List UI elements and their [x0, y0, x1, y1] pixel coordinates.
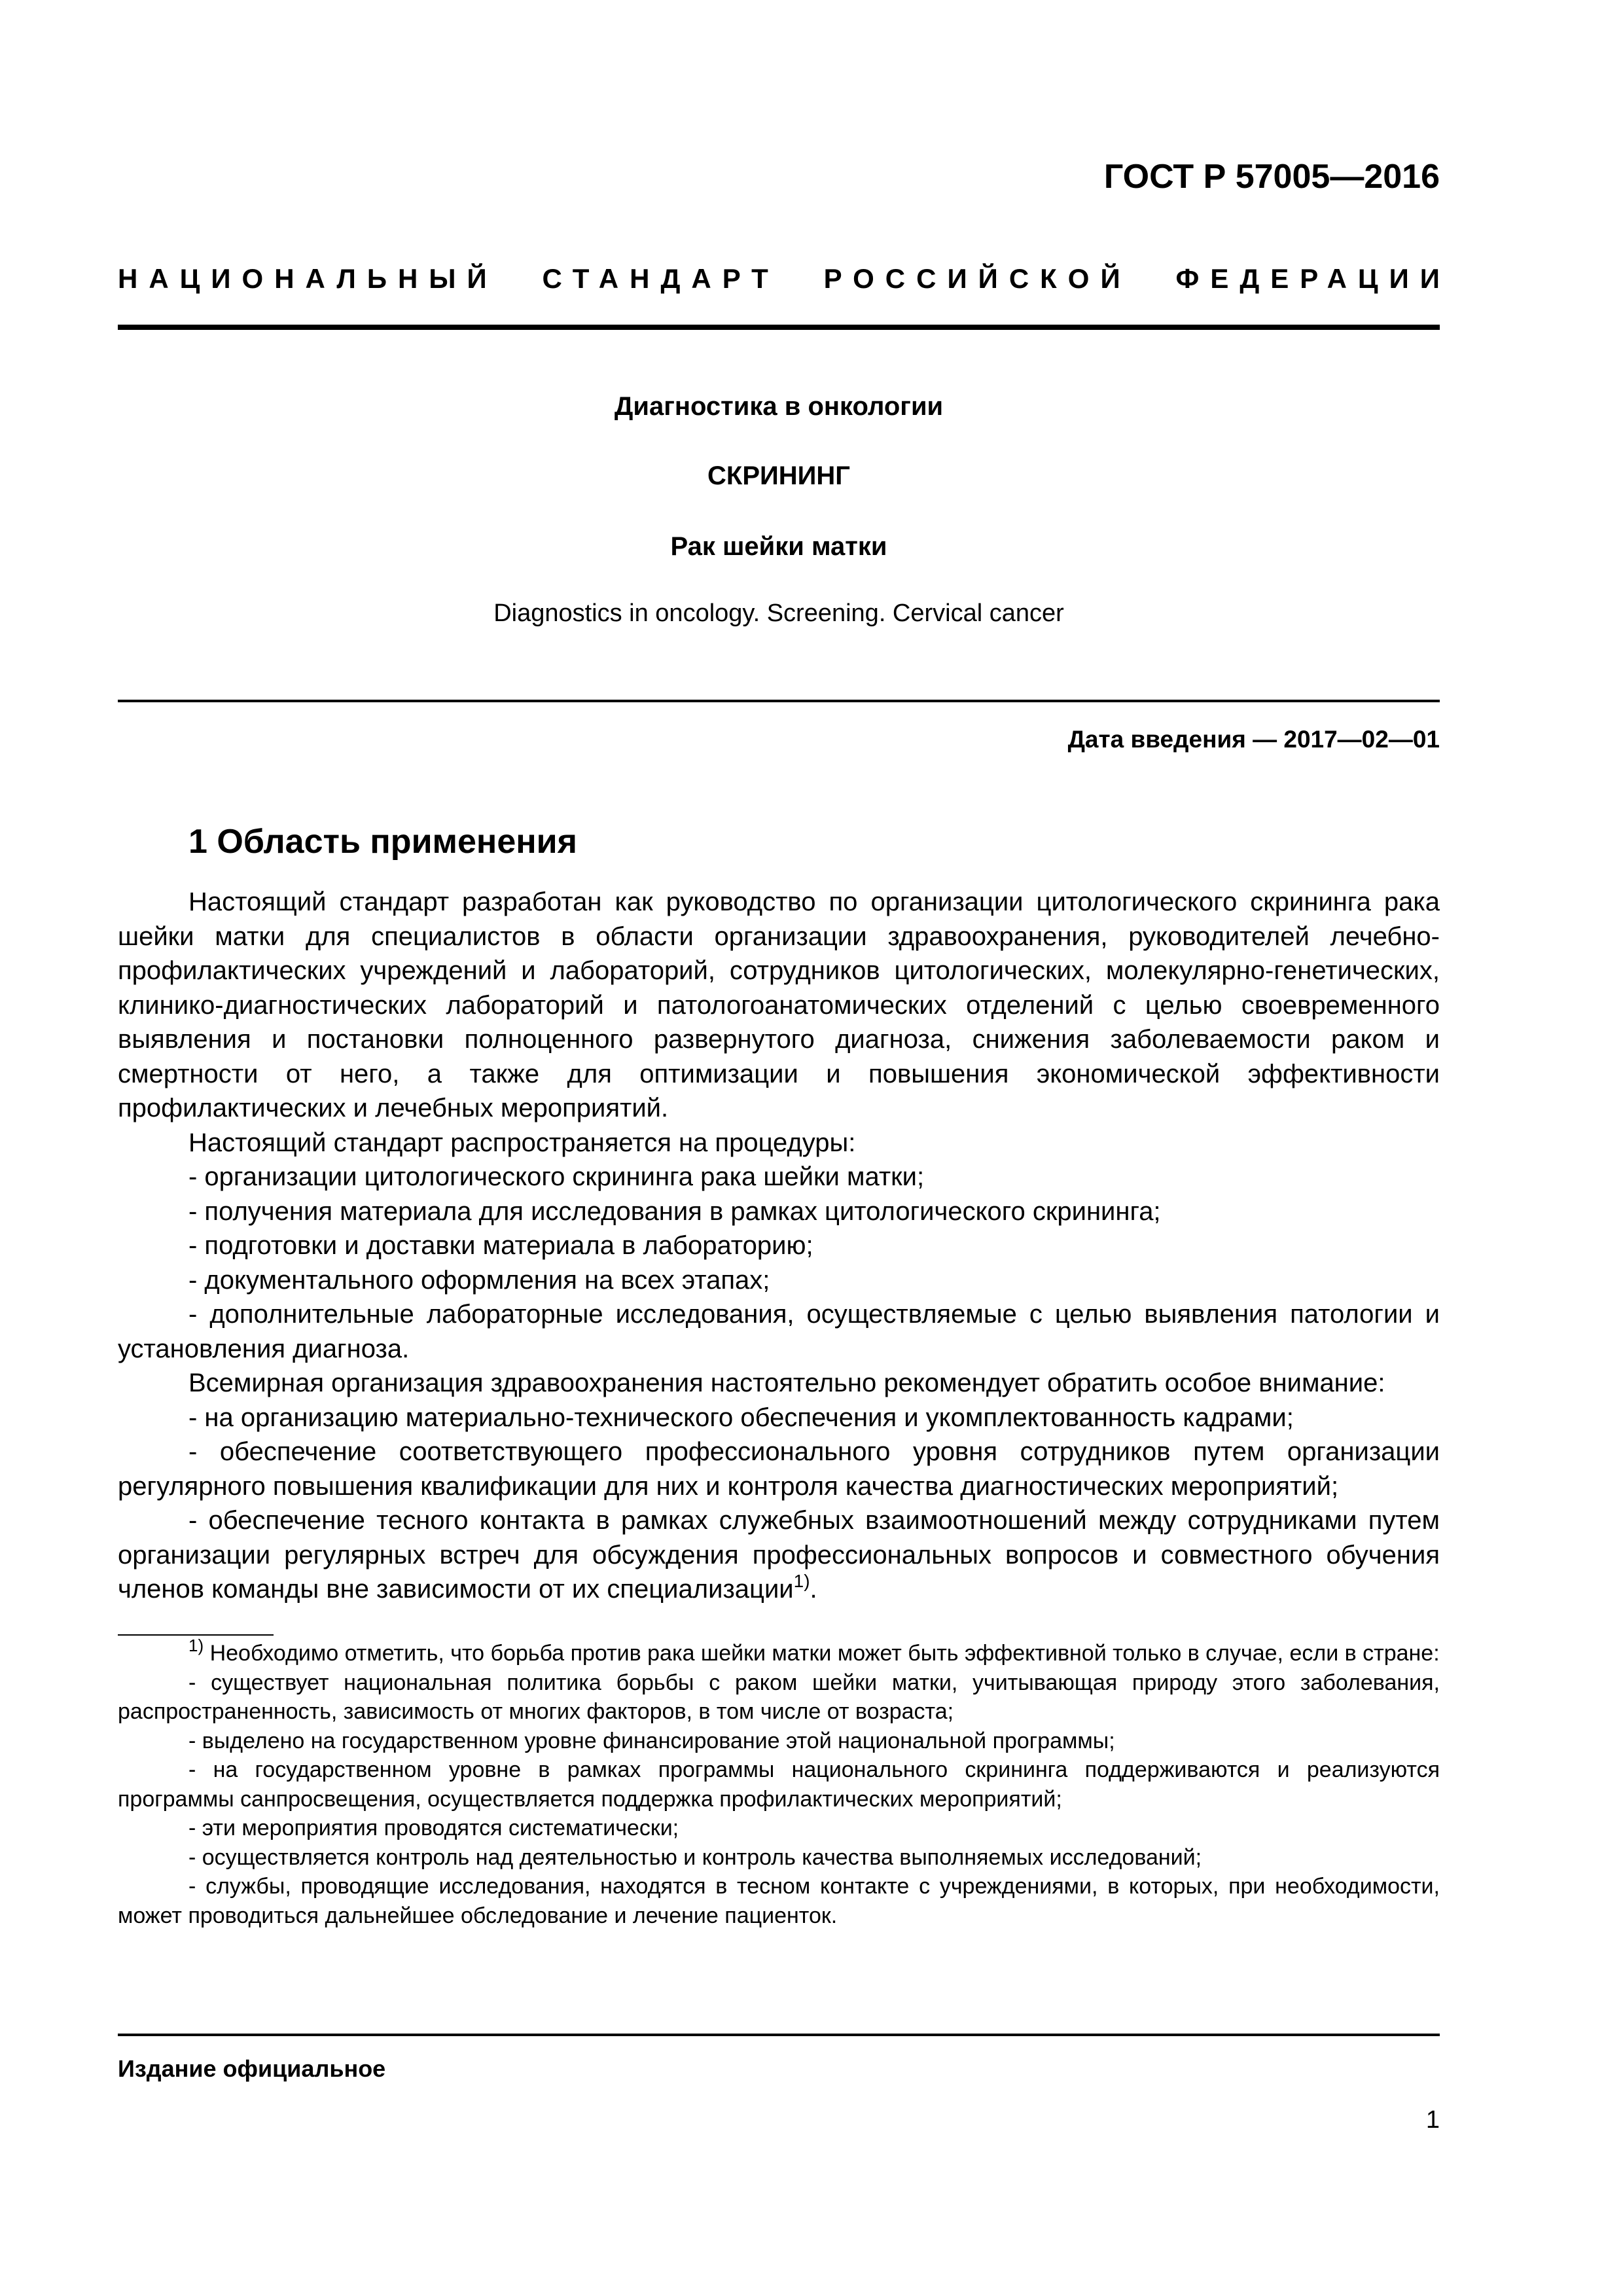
- footnote-list-item: - существует национальная политика борьбы с раком шейки матки, учитывающая природу этого заболевания, распространенность, зависимость от многих факторов, в том числе от возраста;: [118, 1670, 1440, 1724]
- title-divider: [118, 700, 1440, 702]
- title-english: Diagnostics in oncology. Screening. Cervical cancer: [493, 600, 1064, 627]
- footnote-list-item: - на государственном уровне в рамках программы национального скрининга поддерживаются и реализуются программы санпросвещения, осуществляется поддержка профилактических мероприятий;: [118, 1757, 1440, 1812]
- footnote-list-item: - осуществляется контроль над деятельностью и контроль качества выполняемых исследований;: [188, 1844, 1202, 1870]
- official-edition-label: Издание официальное: [118, 2055, 386, 2082]
- title-line-2: СКРИНИНГ: [707, 461, 850, 490]
- title-line-1: Диагностика в онкологии: [614, 392, 944, 421]
- title-line-3: Рак шейки матки: [670, 532, 887, 561]
- footnote-paragraph: [118, 1636, 1440, 1668]
- list-item: - документального оформления на всех этапах;: [188, 1265, 770, 1295]
- list-item: - подготовки и доставки материала в лабораторию;: [188, 1231, 813, 1260]
- list-item: - получения материала для исследования в рамках цитологического скрининга;: [188, 1196, 1161, 1226]
- section-heading: 1 Область применения: [188, 823, 577, 861]
- list-item: - на организацию материально-технического обеспечения и укомплектованность кадрами;: [188, 1403, 1294, 1432]
- body-paragraph: Настоящий стандарт разработан как руководство по организации цитологического скрининга рака шейки матки для специалистов в области организации здравоохранения, руководителей лечебно-профилактических учреждений и лабораторий, сотрудников цитологических, молекулярно-генетических, клинико-диагностических лабораторий и патологоанатомических отделений с целью своевременного выявления и постановки полноценного развернутого диагноза, снижения заболеваемости раком и смертности от него, а также для оптимизации и повышения экономической эффективности профилактических и лечебных мероприятий.: [118, 888, 1440, 1122]
- introduction-date: Дата введения — 2017—02—01: [1067, 726, 1440, 753]
- footnote-text: Необходимо отметить, что борьба против рака шейки матки может быть эффективной только в случае, если в стране:: [209, 1641, 1440, 1666]
- national-word: СТАНДАРТ: [542, 263, 779, 294]
- national-word: РОССИЙСКОЙ: [823, 263, 1132, 294]
- national-standard-heading: [118, 260, 1451, 297]
- final-period: .: [810, 1575, 817, 1604]
- footnote-reference[interactable]: 1): [793, 1571, 810, 1591]
- list-item-text: - обеспечение тесного контакта в рамках служебных взаимоотношений между сотрудниками путем организации регулярных встреч для обсуждения профессиональных вопросов и совместного обучения членов команды вне зависимости от их специализации: [118, 1506, 1440, 1604]
- section-body: [118, 885, 1440, 1607]
- header-divider: [118, 325, 1440, 330]
- list-item: [118, 1503, 1440, 1607]
- page-number: 1: [1425, 2106, 1440, 2134]
- gost-code: ГОСТ Р 57005—2016: [1103, 158, 1440, 196]
- footnote-marker: 1): [188, 1636, 204, 1655]
- list-item: - обеспечение соответствующего профессионального уровня сотрудников путем организации регулярного повышения квалификации для них и контроля качества диагностических мероприятий;: [118, 1437, 1440, 1501]
- footnote: [118, 1636, 1440, 1930]
- list-item: - дополнительные лабораторные исследования, осуществляемые с целью выявления патологии и установления диагноза.: [118, 1300, 1440, 1363]
- footer-divider: [118, 2034, 1440, 2036]
- list-item: - организации цитологического скрининга рака шейки матки;: [188, 1162, 925, 1191]
- national-word: НАЦИОНАЛЬНЫЙ: [118, 263, 498, 294]
- footnote-list-item: - выделено на государственном уровне финансирование этой национальной программы;: [188, 1728, 1115, 1753]
- footnote-list-item: - эти мероприятия проводятся систематически;: [188, 1816, 679, 1840]
- body-paragraph: Настоящий стандарт распространяется на процедуры:: [188, 1128, 856, 1157]
- body-paragraph: Всемирная организация здравоохранения настоятельно рекомендует обратить особое внимание:: [188, 1369, 1385, 1397]
- national-word: ФЕДЕРАЦИИ: [1175, 263, 1451, 294]
- footnote-list-item: - службы, проводящие исследования, находятся в тесном контакте с учреждениями, в которых, при необходимости, может проводиться дальнейшее обследование и лечение пациенток.: [118, 1874, 1440, 1928]
